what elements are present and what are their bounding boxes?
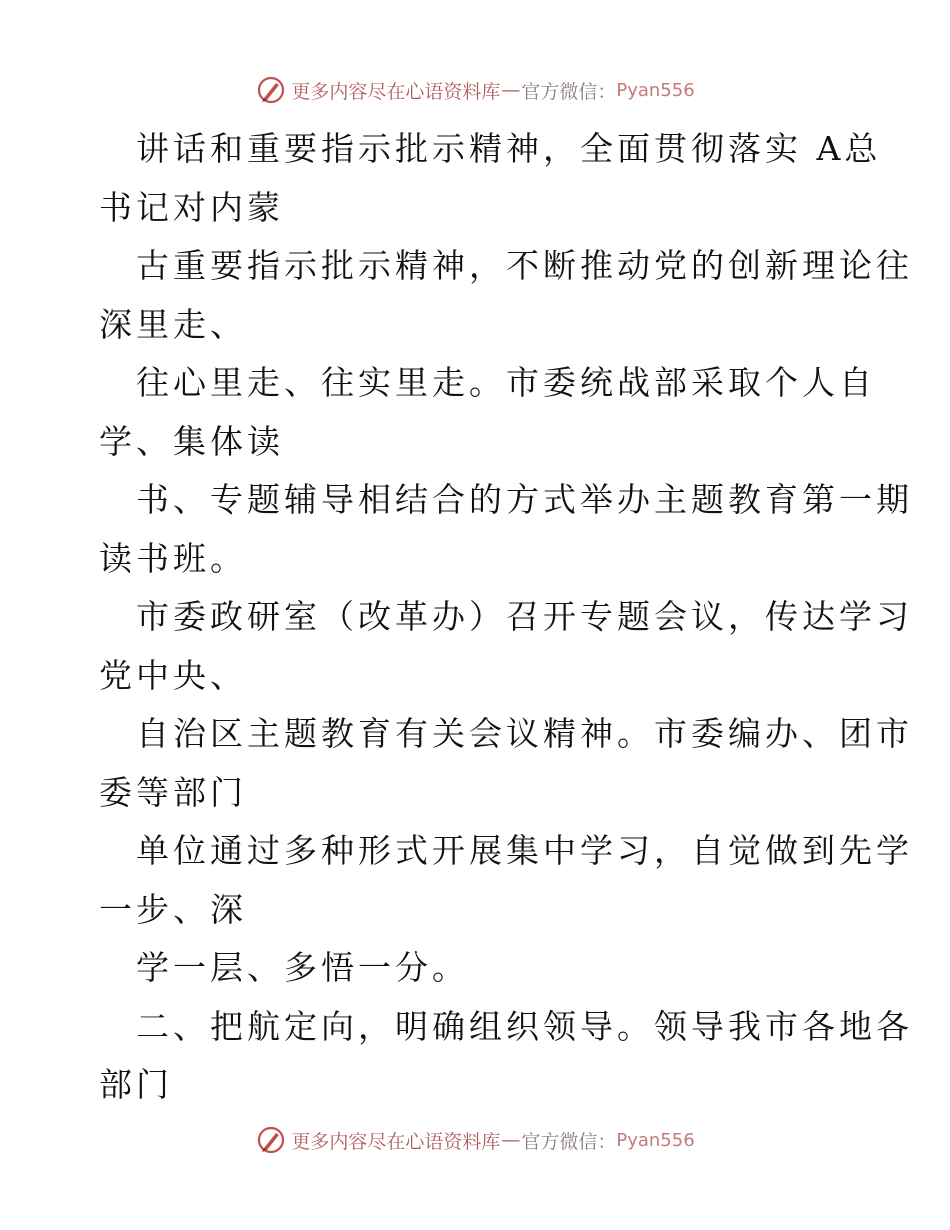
body-line: 读书班。 [99, 538, 247, 578]
body-line: 自治区主题教育有关会议精神。市委编办、团市 [136, 714, 913, 753]
document-body [99, 120, 913, 1115]
watermark-account: Pyan556 [616, 79, 695, 101]
body-line: 书、专题辅导相结合的方式举办主题教育第一期 [136, 480, 913, 519]
body-line: 党中央、 [99, 655, 247, 695]
watermark-brand: 更多内容尽在心语资料库 [291, 1130, 501, 1153]
body-line: 书记对内蒙 [99, 187, 284, 227]
watermark-account: Pyan556 [616, 1129, 695, 1151]
header-watermark [0, 70, 950, 110]
body-line: 委等部门 [99, 772, 247, 812]
pen-logo-icon [255, 74, 287, 106]
body-line: 古重要指示批示精神，不断推动党的创新理论往 [136, 246, 913, 285]
body-line: 单位通过多种形式开展集中学习，自觉做到先学 [136, 831, 913, 870]
body-line: 市委政研室（改革办）召开专题会议，传达学习 [136, 597, 913, 636]
watermark-dash: — [501, 1129, 521, 1151]
body-line: 讲话和重要指示批示精神，全面贯彻落实 A总 [136, 129, 882, 168]
body-line: 一步、深 [99, 889, 247, 929]
watermark-brand: 更多内容尽在心语资料库 [291, 80, 501, 103]
watermark-wechat-label: 官方微信： [521, 1130, 617, 1153]
body-line: 往心里走、往实里走。市委统战部采取个人自 [136, 363, 876, 402]
body-line: 二、把航定向，明确组织领导。领导我市各地各 [136, 1006, 913, 1046]
footer-watermark [0, 1120, 950, 1160]
body-line: 学、集体读 [99, 421, 284, 461]
body-line: 深里走、 [99, 304, 247, 344]
watermark-dash: — [501, 79, 521, 101]
body-line: 学一层、多悟一分。 [136, 948, 469, 987]
pen-logo-icon [255, 1124, 287, 1156]
watermark-wechat-label: 官方微信： [521, 80, 617, 103]
body-line: 部门 [99, 1065, 173, 1104]
